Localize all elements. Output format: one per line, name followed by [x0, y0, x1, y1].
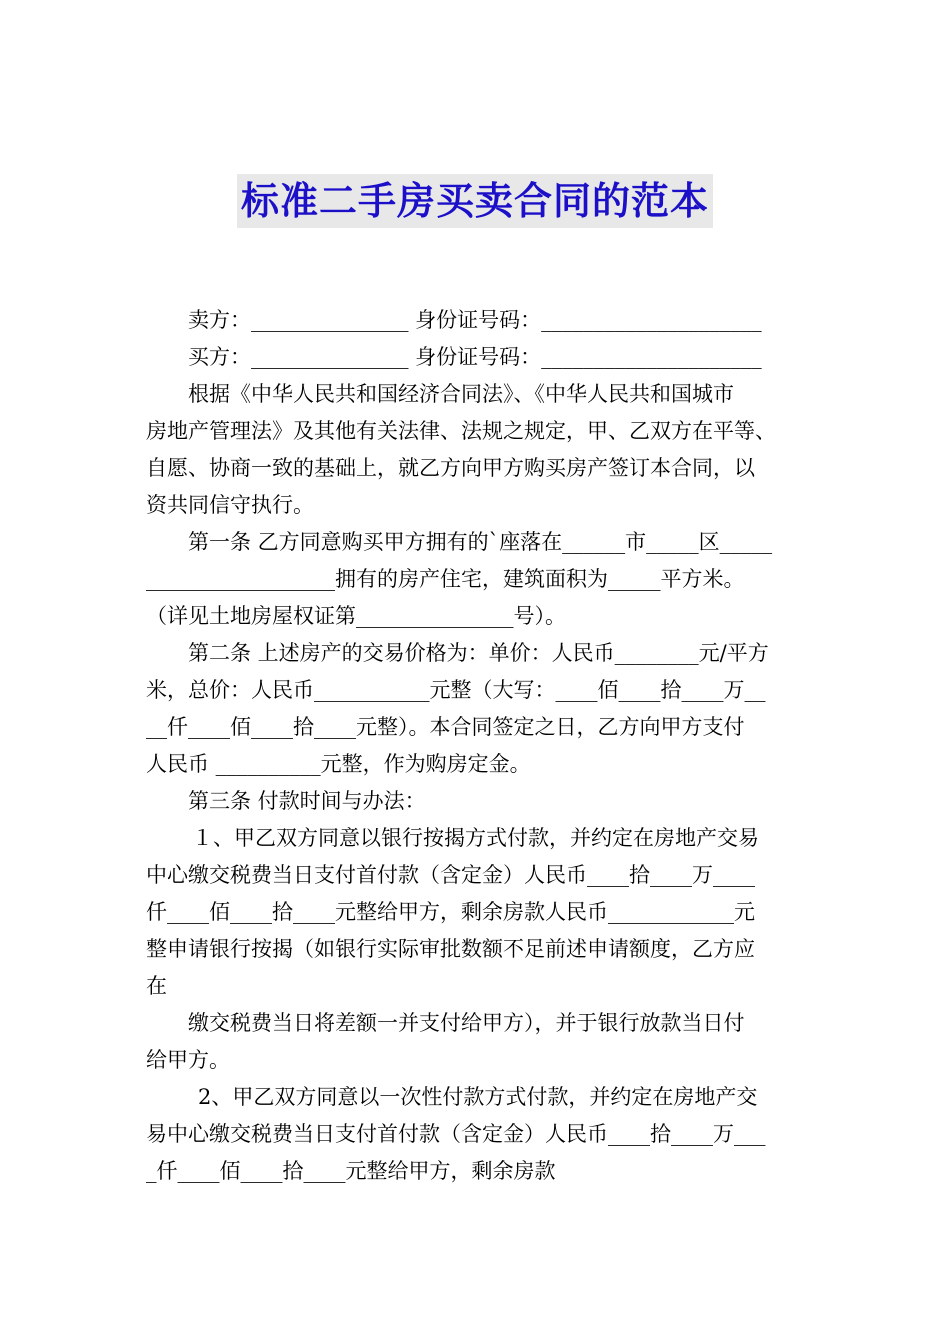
clause-1-line: 在: [146, 974, 167, 998]
article-1-line: 第一条 乙方同意购买甲方拥有的`座落在______市_____区_____: [188, 530, 773, 554]
article-3-heading: 第三条 付款时间与办法：: [188, 789, 426, 813]
article-2-line: __仟____佰____拾____元整）。本合同签定之日，乙方向甲方支付: [146, 715, 745, 739]
clause-1-line: 整申请银行按揭（如银行实际审批数额不足前述申请额度，乙方应: [146, 937, 755, 961]
article-1-line: __________________拥有的房产住宅，建筑面积为_____平方米。: [146, 567, 745, 591]
clause-2-line: _仟____佰____拾____元整给甲方，剩余房款: [146, 1159, 556, 1183]
article-1-line: （详见土地房屋权证第_______________号）。: [146, 604, 566, 628]
clause-1-line: １、甲乙双方同意以银行按揭方式付款，并约定在房地产交易: [192, 826, 759, 850]
preamble-line: 根据《中华人民共和国经济合同法》、《中华人民共和国城市: [188, 382, 734, 406]
article-2-line: 第二条 上述房产的交易价格为：单价：人民币________元/平方: [188, 641, 769, 665]
preamble-line: 房地产管理法》及其他有关法律、法规之规定，甲、乙双方在平等、: [146, 419, 776, 443]
document-body: [146, 302, 810, 1190]
document-title: [0, 174, 950, 228]
article-2-line: 米，总价：人民币___________元整（大写：____佰____拾____万__: [146, 678, 766, 702]
document-title-text: 标准二手房买卖合同的范本: [237, 174, 713, 228]
seller-line: 卖方：_______________ 身份证号码：_____________________: [188, 308, 762, 332]
clause-1-line: 中心缴交税费当日支付首付款（含定金）人民币____拾____万____: [146, 863, 755, 887]
clause-1-line: 仟____佰____拾____元整给甲方，剩余房款人民币____________元: [146, 900, 755, 924]
clause-1-line: 缴交税费当日将差额一并支付给甲方），并于银行放款当日付: [188, 1011, 745, 1035]
preamble-line: 资共同信守执行。: [146, 493, 314, 517]
article-2-line: 人民币 __________元整，作为购房定金。: [146, 752, 531, 776]
clause-2-line: 易中心缴交税费当日支付首付款（含定金）人民币____拾____万___: [146, 1122, 766, 1146]
clause-1-line: 给甲方。: [146, 1048, 230, 1072]
buyer-line: 买方：_______________ 身份证号码：_____________________: [188, 345, 762, 369]
clause-2-line: 2、甲乙双方同意以一次性付款方式付款，并约定在房地产交: [198, 1085, 758, 1109]
preamble-line: 自愿、协商一致的基础上，就乙方向甲方购买房产签订本合同，以: [146, 456, 755, 480]
